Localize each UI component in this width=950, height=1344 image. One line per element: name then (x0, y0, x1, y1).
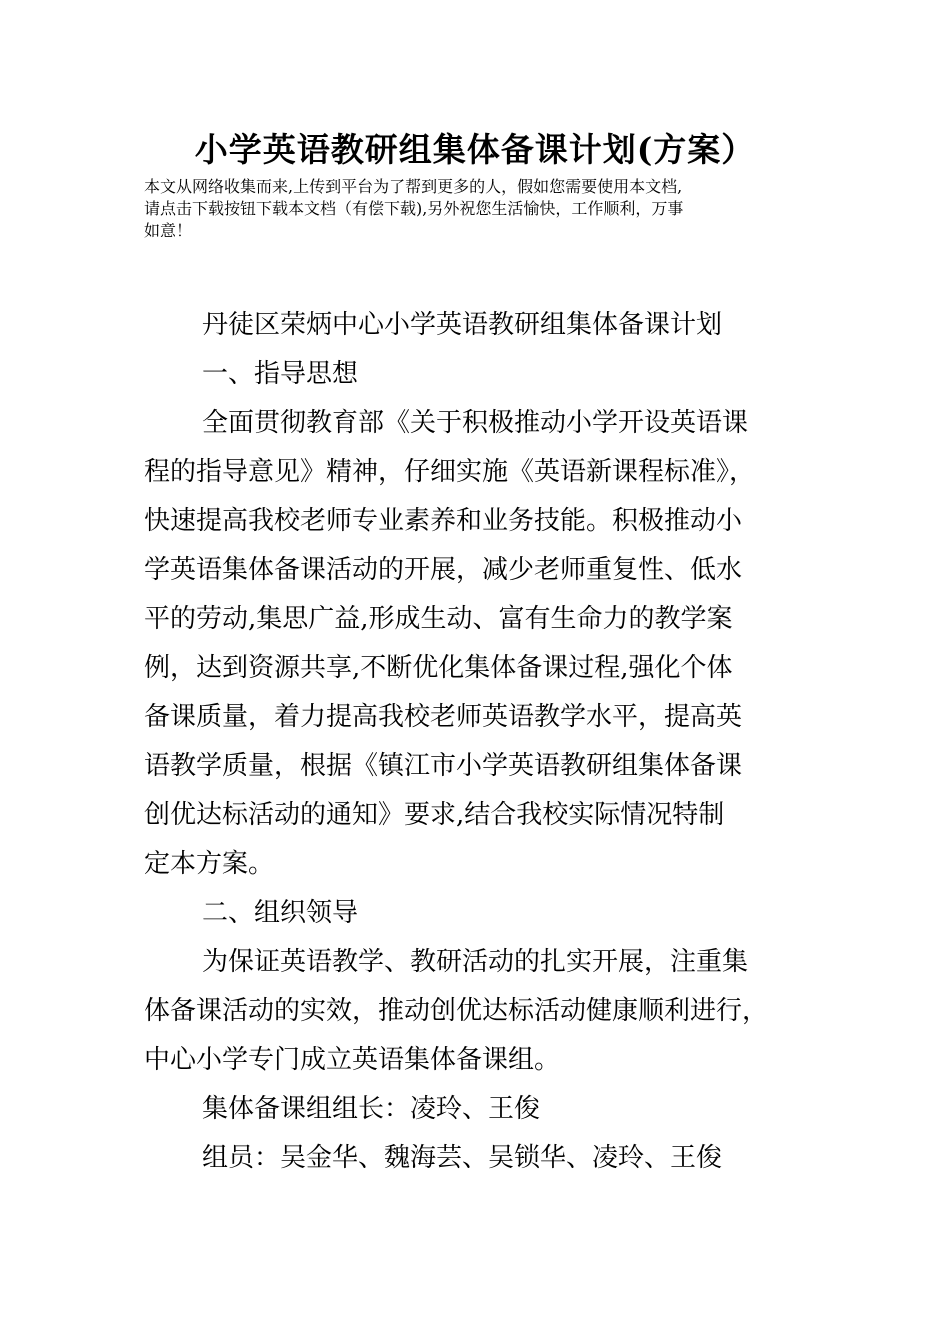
section-guiding-thought-title: 一、指导思想 (202, 359, 359, 389)
section-guiding-thought-paragraph (144, 399, 824, 889)
document-body (144, 301, 824, 1183)
paragraph-line: 全面贯彻教育部《关于积极推动小学开设英语课 (202, 408, 749, 438)
paragraph-line: 语教学质量，根据《镇江市小学英语教研组集体备课 (144, 751, 743, 781)
paragraph-line: 中心小学专门成立英语集体备课组。 (144, 1045, 561, 1075)
paragraph-line: 例，达到资源共享,不断优化集体备课过程,强化个体 (144, 653, 733, 683)
paragraph-line: 快速提高我校老师专业素养和业务技能。积极推动小 (144, 506, 743, 536)
paragraph-line: 学英语集体备课活动的开展，减少老师重复性、低水 (144, 555, 743, 585)
section-organization-title: 二、组织领导 (202, 898, 359, 928)
plan-heading: 丹徒区荣炳中心小学英语教研组集体备课计划 (202, 310, 723, 340)
paragraph-line: 创优达标活动的通知》要求,结合我校实际情况特制 (144, 800, 725, 830)
paragraph-line: 平的劳动,集思广益,形成生动、富有生命力的教学案 (144, 604, 733, 634)
download-notice (144, 176, 824, 242)
paragraph-line: 程的指导意见》精神，仔细实施《英语新课程标准》， (144, 457, 756, 487)
paragraph-line: 体备课活动的实效，推动创优达标活动健康顺利进行， (144, 996, 769, 1026)
paragraph-line: 备课质量，着力提高我校老师英语教学水平，提高英 (144, 702, 743, 732)
group-leaders-line: 集体备课组组长：凌玲、王俊 (202, 1094, 541, 1124)
notice-line: 本文从网络收集而来,上传到平台为了帮到更多的人，假如您需要使用本文档, (144, 177, 683, 196)
paragraph-line: 为保证英语教学、教研活动的扎实开展，注重集 (202, 947, 749, 977)
notice-line: 如意！ (144, 221, 193, 240)
section-organization-paragraph (144, 938, 824, 1085)
notice-line: 请点击下载按钮下载本文档（有偿下载),另外祝您生活愉快，工作顺利，万事 (144, 199, 684, 218)
paragraph-line: 定本方案。 (144, 849, 275, 879)
group-members-line: 组员：吴金华、魏海芸、吴锁华、凌玲、王俊 (202, 1143, 723, 1173)
document-title: 小学英语教研组集体备课计划(方案） (194, 130, 756, 169)
